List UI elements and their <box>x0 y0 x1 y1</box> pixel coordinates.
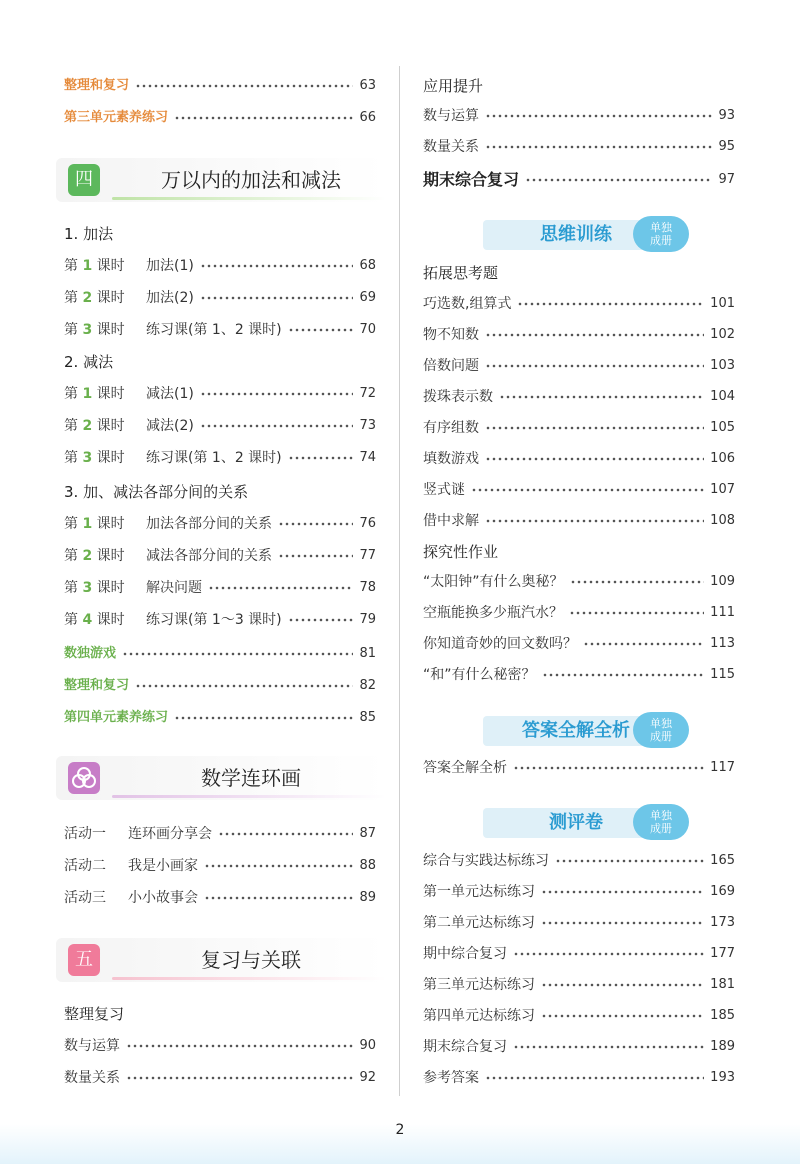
dot-leader <box>485 457 704 461</box>
activity-entry[interactable] <box>64 888 376 908</box>
entry-page: 107 <box>710 482 735 497</box>
toc-entry[interactable] <box>423 137 735 157</box>
toc-entry[interactable] <box>423 170 735 190</box>
section-heading: 应用提升 <box>423 77 484 95</box>
dot-leader <box>485 519 704 523</box>
entry-page: 108 <box>710 513 735 528</box>
entry-page: 69 <box>359 290 376 305</box>
activity-name: 我是小画家 <box>128 858 198 874</box>
toc-entry[interactable] <box>423 851 735 871</box>
activity-label: 活动一 <box>64 826 106 842</box>
separate-volume-tag: 单独 成册 <box>633 804 689 840</box>
entry-title: 拨珠表示数 <box>423 389 493 405</box>
lesson-name: 加法各部分间的关系 <box>146 516 272 532</box>
entry-page: 181 <box>710 977 735 992</box>
entry-page: 87 <box>359 826 376 841</box>
activity-name: 小小故事会 <box>128 890 198 906</box>
dot-leader <box>471 488 704 492</box>
lesson-name: 练习课(第 1、2 课时) <box>146 322 282 338</box>
entry-title: 数与运算 <box>423 108 479 124</box>
banner-title: 思维训练 <box>483 220 669 250</box>
lesson-number: 第 2 课时 <box>64 548 125 564</box>
toc-entry[interactable] <box>423 572 735 592</box>
toc-entry[interactable] <box>423 387 735 407</box>
dot-leader <box>288 328 354 332</box>
lesson-number: 第 3 课时 <box>64 322 125 338</box>
entry-page: 104 <box>710 389 735 404</box>
unit4-title: 万以内的加法和减法 <box>161 168 341 192</box>
lesson-number: 第 2 课时 <box>64 418 125 434</box>
toc-entry[interactable] <box>423 294 735 314</box>
entry-page: 73 <box>359 418 376 433</box>
toc-entry[interactable] <box>423 418 735 438</box>
entry-title: 第四单元达标练习 <box>423 1008 535 1024</box>
entry-page: 193 <box>710 1070 735 1085</box>
toc-entry[interactable] <box>64 1068 376 1088</box>
dot-leader <box>122 652 353 656</box>
entry-page: 70 <box>359 322 376 337</box>
entry-title: 空瓶能换多少瓶汽水？ <box>423 605 563 621</box>
entry-title: 期末综合复习 <box>423 170 520 189</box>
lesson-entry[interactable] <box>64 416 376 436</box>
toc-entry[interactable] <box>423 665 735 685</box>
dot-leader <box>485 364 704 368</box>
entry-page: 78 <box>359 580 376 595</box>
unit4-badge: 四 <box>68 164 100 196</box>
column-divider <box>399 66 400 1096</box>
dot-leader <box>542 673 705 677</box>
dot-leader <box>569 611 704 615</box>
lesson-name: 加法(2) <box>146 290 194 306</box>
unit5-underline <box>112 977 386 980</box>
dot-leader <box>174 716 353 720</box>
entry-title: 倍数问题 <box>423 358 479 374</box>
toc-entry[interactable] <box>423 449 735 469</box>
toc-entry[interactable] <box>423 603 735 623</box>
entry-title: 有序组数 <box>423 420 479 436</box>
entry-page: 82 <box>359 678 376 693</box>
lesson-name: 减法各部分间的关系 <box>146 548 272 564</box>
activity-name: 连环画分享会 <box>128 826 212 842</box>
toc-entry[interactable] <box>64 676 376 696</box>
toc-entry[interactable] <box>423 1037 735 1057</box>
dot-leader <box>485 145 712 149</box>
unit5-header <box>56 938 386 982</box>
lesson-number: 第 4 课时 <box>64 612 125 628</box>
banner-title: 答案全解全析 <box>483 716 669 746</box>
activity-entry[interactable] <box>64 856 376 876</box>
entry-title: 数量关系 <box>64 1070 120 1086</box>
entry-page: 101 <box>710 296 735 311</box>
dot-leader <box>485 426 704 430</box>
dot-leader <box>288 456 354 460</box>
dot-leader <box>288 618 354 622</box>
section-heading: 2. 减法 <box>64 353 114 371</box>
entry-page: 72 <box>359 386 376 401</box>
entry-page: 93 <box>718 108 735 123</box>
entry-page: 189 <box>710 1039 735 1054</box>
entry-page: 76 <box>359 516 376 531</box>
dot-leader <box>541 1014 704 1018</box>
dot-leader <box>174 116 353 120</box>
entry-title: 参考答案 <box>423 1070 479 1086</box>
dot-leader <box>513 766 704 770</box>
entry-page: 88 <box>359 858 376 873</box>
entry-title: 数独游戏 <box>64 646 117 661</box>
entry-title: 第三单元素养练习 <box>64 110 169 125</box>
lesson-number: 第 2 课时 <box>64 290 125 306</box>
entry-title: 竖式谜 <box>423 482 465 498</box>
lesson-name: 解决问题 <box>146 580 202 596</box>
lesson-entry[interactable] <box>64 320 376 340</box>
toc-entry[interactable] <box>64 644 376 664</box>
dot-leader <box>583 642 704 646</box>
lesson-name: 练习课(第 1、2 课时) <box>146 450 282 466</box>
lesson-name: 减法(2) <box>146 418 194 434</box>
separate-volume-tag: 单独 成册 <box>633 216 689 252</box>
section-heading: 3. 加、减法各部分间的关系 <box>64 483 249 501</box>
dot-leader <box>485 1076 704 1080</box>
lesson-number: 第 1 课时 <box>64 386 125 402</box>
dot-leader <box>555 859 704 863</box>
comic-header <box>56 756 386 800</box>
entry-title: 第一单元达标练习 <box>423 884 535 900</box>
dot-leader <box>541 983 704 987</box>
dot-leader <box>513 1045 704 1049</box>
entry-title: 期中综合复习 <box>423 946 507 962</box>
entry-title: 巧选数,组算式 <box>423 296 512 312</box>
entry-page: 106 <box>710 451 735 466</box>
dot-leader <box>278 522 353 526</box>
dot-leader <box>525 178 712 182</box>
lesson-entry[interactable] <box>64 610 376 630</box>
entry-page: 102 <box>710 327 735 342</box>
entry-title: “和”有什么秘密？ <box>423 667 536 683</box>
section-heading: 整理复习 <box>64 1005 125 1023</box>
lesson-name: 练习课(第 1～3 课时) <box>146 612 282 628</box>
entry-title: 借中求解 <box>423 513 479 529</box>
entry-title: 数与运算 <box>64 1038 120 1054</box>
entry-page: 92 <box>359 1070 376 1085</box>
entry-title: 综合与实践达标练习 <box>423 853 549 869</box>
dot-leader <box>485 333 704 337</box>
entry-title: 整理和复习 <box>64 78 130 93</box>
entry-title: 答案全解全析 <box>423 760 507 776</box>
toc-entry[interactable] <box>423 480 735 500</box>
entry-title: 物不知数 <box>423 327 479 343</box>
toc-entry[interactable] <box>64 108 376 128</box>
entry-page: 177 <box>710 946 735 961</box>
unit4-underline <box>112 197 386 200</box>
dot-leader <box>517 302 704 306</box>
lesson-entry[interactable] <box>64 514 376 534</box>
entry-title: 第三单元达标练习 <box>423 977 535 993</box>
activity-label: 活动二 <box>64 858 106 874</box>
entry-title: 期末综合复习 <box>423 1039 507 1055</box>
entry-title: 填数游戏 <box>423 451 479 467</box>
dot-leader <box>278 554 353 558</box>
lesson-number: 第 3 课时 <box>64 450 125 466</box>
toc-entry[interactable] <box>423 634 735 654</box>
lesson-entry[interactable] <box>64 546 376 566</box>
entry-page: 117 <box>710 760 735 775</box>
entry-page: 115 <box>710 667 735 682</box>
page-number: 2 <box>395 1122 405 1138</box>
entry-page: 90 <box>359 1038 376 1053</box>
entry-title: 你知道奇妙的回文数吗？ <box>423 636 577 652</box>
entry-page: 74 <box>359 450 376 465</box>
toc-entry[interactable] <box>423 1068 735 1088</box>
toc-entry[interactable] <box>423 758 735 778</box>
lesson-entry[interactable] <box>64 256 376 276</box>
section-heading: 1. 加法 <box>64 225 114 243</box>
unit5-title: 复习与关联 <box>201 948 301 972</box>
toc-entry[interactable] <box>64 1036 376 1056</box>
section-heading: 探究性作业 <box>423 543 499 561</box>
comic-underline <box>112 795 386 798</box>
dot-leader <box>126 1076 353 1080</box>
dot-leader <box>485 114 712 118</box>
entry-page: 169 <box>710 884 735 899</box>
dot-leader <box>570 580 705 584</box>
toc-entry[interactable] <box>64 76 376 96</box>
toc-entry[interactable] <box>423 975 735 995</box>
entry-page: 113 <box>710 636 735 651</box>
entry-page: 185 <box>710 1008 735 1023</box>
section-heading: 拓展思考题 <box>423 264 499 282</box>
lesson-name: 加法(1) <box>146 258 194 274</box>
flower-icon <box>68 762 100 794</box>
dot-leader <box>513 952 704 956</box>
toc-entry[interactable] <box>423 356 735 376</box>
dot-leader <box>204 896 353 900</box>
entry-page: 89 <box>359 890 376 905</box>
entry-page: 95 <box>718 139 735 154</box>
entry-page: 97 <box>718 172 735 187</box>
lesson-number: 第 3 课时 <box>64 580 125 596</box>
entry-page: 79 <box>359 612 376 627</box>
toc-entry[interactable] <box>423 106 735 126</box>
toc-entry[interactable] <box>423 882 735 902</box>
banner-title: 测评卷 <box>483 808 669 838</box>
toc-entry[interactable] <box>423 944 735 964</box>
lesson-number: 第 1 课时 <box>64 258 125 274</box>
lesson-entry[interactable] <box>64 384 376 404</box>
dot-leader <box>208 586 353 590</box>
toc-entry[interactable] <box>423 325 735 345</box>
lesson-name: 减法(1) <box>146 386 194 402</box>
entry-page: 111 <box>710 605 735 620</box>
dot-leader <box>218 832 353 836</box>
entry-page: 165 <box>710 853 735 868</box>
answers-banner <box>483 712 705 748</box>
dot-leader <box>200 392 354 396</box>
entry-page: 66 <box>359 110 376 125</box>
lesson-entry[interactable] <box>64 448 376 468</box>
dot-leader <box>204 864 353 868</box>
comic-title: 数学连环画 <box>201 766 301 790</box>
dot-leader <box>541 921 704 925</box>
entry-page: 109 <box>710 574 735 589</box>
dot-leader <box>200 424 354 428</box>
toc-entry[interactable] <box>423 913 735 933</box>
separate-volume-tag: 单独 成册 <box>633 712 689 748</box>
toc-entry[interactable] <box>423 1006 735 1026</box>
activity-label: 活动三 <box>64 890 106 906</box>
entry-page: 173 <box>710 915 735 930</box>
dot-leader <box>499 395 704 399</box>
entry-page: 103 <box>710 358 735 373</box>
activity-entry[interactable] <box>64 824 376 844</box>
dot-leader <box>541 890 704 894</box>
comic-badge <box>68 762 100 794</box>
entry-page: 105 <box>710 420 735 435</box>
entry-title: “太阳钟”有什么奥秘？ <box>423 574 564 590</box>
entry-page: 77 <box>359 548 376 563</box>
entry-page: 81 <box>359 646 376 661</box>
thinking-banner <box>483 216 705 252</box>
entry-page: 68 <box>359 258 376 273</box>
entry-page: 85 <box>359 710 376 725</box>
lesson-entry[interactable] <box>64 578 376 598</box>
lesson-entry[interactable] <box>64 288 376 308</box>
dot-leader <box>135 684 353 688</box>
dot-leader <box>135 84 353 88</box>
lesson-number: 第 1 课时 <box>64 516 125 532</box>
toc-entry[interactable] <box>64 708 376 728</box>
entry-title: 第二单元达标练习 <box>423 915 535 931</box>
entry-page: 63 <box>359 78 376 93</box>
dot-leader <box>200 296 354 300</box>
entry-title: 数量关系 <box>423 139 479 155</box>
dot-leader <box>200 264 354 268</box>
tests-banner <box>483 804 705 840</box>
entry-title: 第四单元素养练习 <box>64 710 169 725</box>
dot-leader <box>126 1044 353 1048</box>
unit4-header <box>56 158 386 202</box>
unit5-badge: 五 <box>68 944 100 976</box>
toc-entry[interactable] <box>423 511 735 531</box>
entry-title: 整理和复习 <box>64 678 130 693</box>
